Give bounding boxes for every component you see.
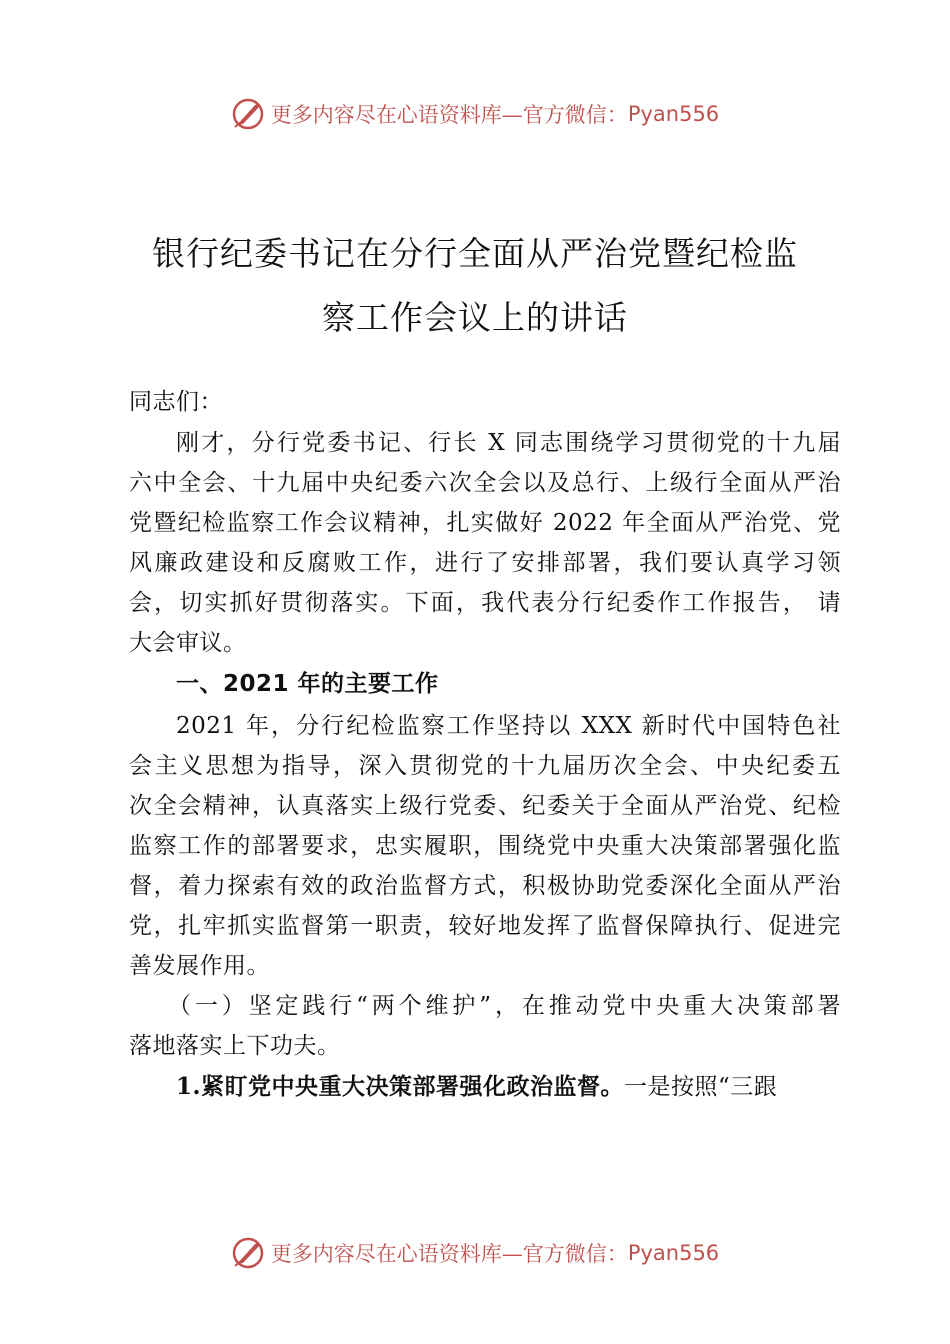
watermark-text: 更多内容尽在心语资料库—官方微信： (270, 1242, 628, 1266)
subheading-line: 落地落实上下功夫。 (129, 1033, 341, 1059)
paragraph-line: 党暨纪检监察工作会议精神，扎实做好 2022 年全面从严治党、党 (129, 510, 841, 536)
paragraph-line: 六中全会、十九届中央纪委六次全会以及总行、上级行全面从严治 (129, 470, 841, 496)
paragraph-line: 监察工作的部署要求，忠实履职，围绕党中央重大决策部署强化监 (129, 833, 841, 859)
paragraph-line: 次全会精神，认真落实上级行党委、纪委关于全面从严治党、纪检 (129, 793, 841, 819)
page-title-line-1: 银行纪委书记在分行全面从严治党暨纪检监 (152, 234, 798, 273)
watermark-banner-bottom (0, 1233, 950, 1273)
paragraph-line: 风廉政建设和反腐败工作，进行了安排部署，我们要认真学习领 (129, 550, 841, 576)
subheading-line: （一）坚定践行“两个维护”，在推动党中央重大决策部署 (168, 993, 841, 1019)
watermark-banner-top (0, 94, 950, 134)
salutation: 同志们： (129, 389, 223, 415)
paragraph-line: 2021 年，分行纪检监察工作坚持以 XXX 新时代中国特色社 (176, 713, 841, 739)
quill-pen-logo-icon (231, 97, 265, 131)
watermark-text: 更多内容尽在心语资料库—官方微信： (270, 103, 628, 127)
point-bold-lead: 1.紧盯党中央重大决策部署强化政治监督。 (176, 1073, 625, 1100)
wechat-id: Pyan556 (627, 102, 720, 126)
paragraph-line: 会，切实抓好贯彻落实。下面，我代表分行纪委作工作报告， 请 (129, 590, 841, 616)
paragraph-line: 刚才，分行党委书记、行长 X 同志围绕学习贯彻党的十九届 (176, 430, 841, 456)
page-title-line-2: 察工作会议上的讲话 (322, 298, 628, 337)
quill-pen-logo-icon (231, 1236, 265, 1270)
point-rest: 一是按照“三跟 (624, 1074, 778, 1100)
section-heading: 一、2021 年的主要工作 (176, 671, 439, 697)
paragraph-line: 党，扎牢抓实监督第一职责，较好地发挥了监督保障执行、促进完 (129, 913, 841, 939)
paragraph-line: 会主义思想为指导，深入贯彻党的十九届历次全会、中央纪委五 (129, 753, 841, 779)
paragraph-line: 大会审议。 (129, 630, 247, 656)
paragraph-line: 善发展作用。 (129, 953, 270, 979)
point-line (176, 1071, 841, 1103)
wechat-id: Pyan556 (627, 1241, 720, 1265)
paragraph-line: 督，着力探索有效的政治监督方式，积极协助党委深化全面从严治 (129, 873, 841, 899)
